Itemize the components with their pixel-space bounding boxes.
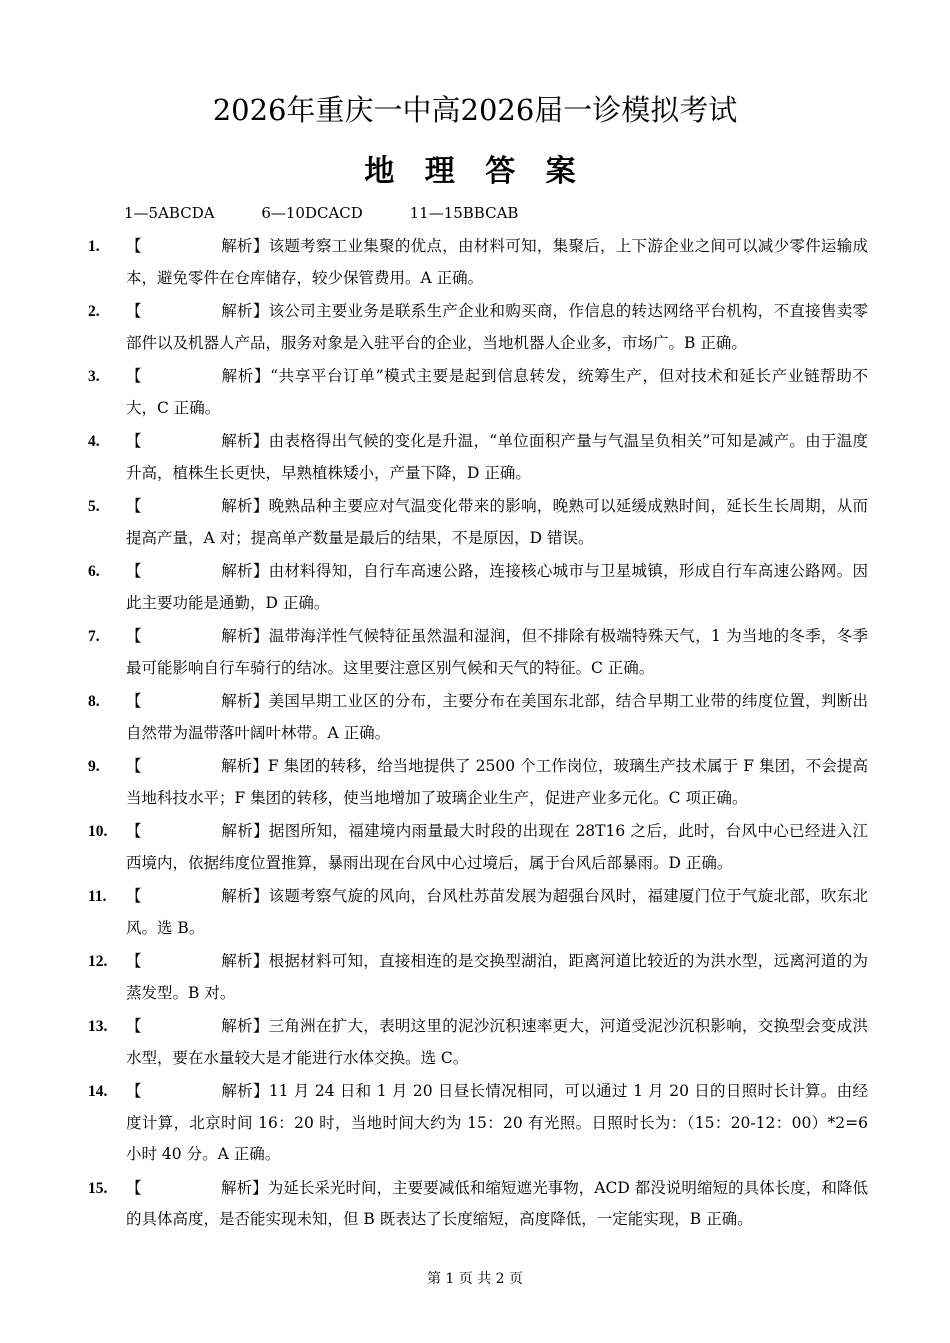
item-label: 解析】 [221, 887, 269, 905]
item-body: 温带海洋性气候特征虽然温和湿润，但不排除有极端特殊天气，1 为当地的冬季，冬季最可能影响自行车骑行的结冰。这里要注意区别气候和天气的特征。C 正确。 [126, 627, 868, 677]
item-label: 解析】 [221, 302, 269, 320]
answer-key-row [124, 204, 560, 222]
item-open-bracket: 【 [126, 1082, 142, 1100]
item-number: 13. [88, 1018, 108, 1035]
explanation-item [88, 426, 868, 489]
item-text [126, 751, 868, 814]
item-number: 12. [88, 953, 108, 970]
item-number: 15. [88, 1179, 108, 1197]
item-label: 解析】 [221, 627, 269, 645]
item-body: 根据材料可知，直接相连的是交换型湖泊，距离河道比较近的为洪水型，远离河道的为蒸发型。B 对。 [126, 952, 868, 1002]
item-text [126, 1076, 868, 1171]
page-subtitle: 地 理 答 案 [364, 154, 586, 189]
item-text [126, 816, 868, 879]
item-label: 解析】 [221, 1017, 269, 1035]
explanation-item [88, 751, 868, 814]
item-body: 为延长采光时间，主要要减低和缩短遮光事物，ACD 都没说明缩短的具体长度，和降低的具体高度，是否能实现未知，但 B 既表达了长度缩短，高度降低，一定能实现，B 正确。 [126, 1178, 868, 1228]
item-label: 解析】 [221, 497, 269, 515]
item-number: 6. [88, 563, 100, 580]
item-body: 该题考察工业集聚的优点，由材料可知，集聚后，上下游企业之间可以减少零件运输成本，避免零件在仓库储存，较少保管费用。A 正确。 [126, 237, 868, 287]
item-body: 美国早期工业区的分布，主要分布在美国东北部，结合早期工业带的纬度位置，判断出自然带为温带落叶阔叶林带。A 正确。 [126, 692, 868, 742]
item-body: 11 月 24 日和 1 月 20 日昼长情况相同，可以通过 1 月 20 日的日照时长计算。由经度计算，北京时间 16：20 时，当地时间大约为 15：20 有光照。日照时长为：（15：20-12：00）*2=6 小时 40 分。A 正确。 [126, 1082, 868, 1163]
item-text [126, 946, 868, 1009]
item-label: 解析】 [221, 1082, 269, 1100]
explanation-item [88, 946, 868, 1009]
item-open-bracket: 【 [126, 627, 142, 645]
page-footer: 第 1 页 共 2 页 [426, 1271, 524, 1287]
item-label: 解析】 [221, 367, 271, 385]
item-body: 由材料得知，自行车高速公路，连接核心城市与卫星城镇，形成自行车高速公路网。因此主要功能是通勤，D 正确。 [126, 562, 868, 612]
item-open-bracket: 【 [126, 757, 142, 775]
item-open-bracket: 【 [126, 432, 142, 450]
item-open-bracket: 【 [126, 887, 142, 905]
item-label: 解析】 [221, 1178, 268, 1197]
item-open-bracket: 【 [126, 302, 142, 320]
explanation-item [88, 556, 868, 619]
item-number: 4. [88, 433, 100, 450]
item-body: F 集团的转移，给当地提供了 2500 个工作岗位，玻璃生产技术属于 F 集团，不会提高当地科技水平；F 集团的转移，使当地增加了玻璃企业生产，促进产业多元化。C 项正确。 [126, 757, 868, 807]
explanation-item [88, 231, 868, 294]
item-label: 解析】 [221, 432, 269, 450]
item-body: “共享平台订单”模式主要是起到信息转发，统筹生产，但对技术和延长产业链帮助不大，C 正确。 [126, 367, 868, 417]
item-open-bracket: 【 [126, 367, 142, 385]
answer-key-11-15: 11—15BBCAB [409, 204, 519, 222]
page-title: 2026年重庆一中高2026届一诊模拟考试 [212, 93, 738, 127]
answer-key-1-5: 1—5ABCDA [124, 204, 215, 222]
item-label: 解析】 [221, 822, 269, 840]
explanation-item [88, 686, 868, 749]
explanation-item [88, 816, 868, 879]
item-label: 解析】 [221, 952, 269, 970]
item-text [126, 426, 868, 489]
item-number: 14. [88, 1083, 108, 1100]
item-open-bracket: 【 [126, 822, 142, 840]
item-text [126, 1011, 868, 1074]
explanation-item [88, 491, 868, 554]
item-label: 解析】 [221, 237, 269, 255]
explanation-item [88, 1011, 868, 1074]
item-number: 10. [88, 823, 108, 840]
item-text [126, 231, 868, 294]
item-text [126, 686, 868, 749]
item-open-bracket: 【 [126, 692, 142, 710]
item-body: 由表格得出气候的变化是升温，“单位面积产量与气温呈负相关”可知是减产。由于温度升高，植株生长更快，早熟植株矮小，产量下降，D 正确。 [126, 432, 868, 482]
item-text [126, 361, 868, 424]
item-number: 11. [88, 888, 107, 905]
item-number: 3. [88, 368, 100, 385]
explanation-item [88, 881, 868, 944]
explanation-list [88, 231, 868, 1238]
explanation-item [88, 1173, 868, 1236]
item-text [126, 621, 868, 684]
item-body: 该题考察气旋的风向，台风杜苏苗发展为超强台风时，福建厦门位于气旋北部，吹东北风。选 B。 [126, 887, 868, 937]
item-open-bracket: 【 [126, 952, 142, 970]
item-text [126, 1173, 868, 1236]
item-number: 9. [88, 758, 100, 775]
item-text [126, 556, 868, 619]
item-text [126, 491, 868, 554]
item-number: 1. [88, 238, 100, 255]
item-open-bracket: 【 [126, 497, 142, 515]
item-open-bracket: 【 [126, 562, 142, 580]
item-body: 晚熟品种主要应对气温变化带来的影响，晚熟可以延缓成熟时间，延长生长周期，从而提高产量，A 对；提高单产数量是最后的结果，不是原因，D 错误。 [126, 497, 868, 547]
explanation-item [88, 361, 868, 424]
item-open-bracket: 【 [126, 1017, 142, 1035]
item-label: 解析】 [221, 562, 269, 580]
item-number: 8. [88, 693, 100, 710]
item-number: 5. [88, 498, 100, 515]
item-text [126, 881, 868, 944]
explanation-item [88, 621, 868, 684]
item-open-bracket: 【 [126, 1178, 142, 1197]
item-body: 该公司主要业务是联系生产企业和购买商，作信息的转达网络平台机构，不直接售卖零部件以及机器人产品，服务对象是入驻平台的企业，当地机器人企业多，市场广。B 正确。 [126, 302, 868, 352]
explanation-item [88, 296, 868, 359]
item-open-bracket: 【 [126, 237, 142, 255]
item-body: 三角洲在扩大，表明这里的泥沙沉积速率更大，河道受泥沙沉积影响，交换型会变成洪水型，要在水量较大是才能进行水体交换。选 C。 [126, 1017, 868, 1067]
item-body: 据图所知，福建境内雨量最大时段的出现在 28T16 之后，此时，台风中心已经进入江西境内，依据纬度位置推算，暴雨出现在台风中心过境后，属于台风后部暴雨。D 正确。 [126, 822, 868, 872]
item-number: 2. [88, 303, 100, 320]
explanation-item [88, 1076, 868, 1171]
item-label: 解析】 [221, 692, 269, 710]
item-number: 7. [88, 628, 100, 645]
item-text [126, 296, 868, 359]
answer-key-6-10: 6—10DCACD [261, 204, 363, 222]
item-label: 解析】 [221, 757, 268, 775]
